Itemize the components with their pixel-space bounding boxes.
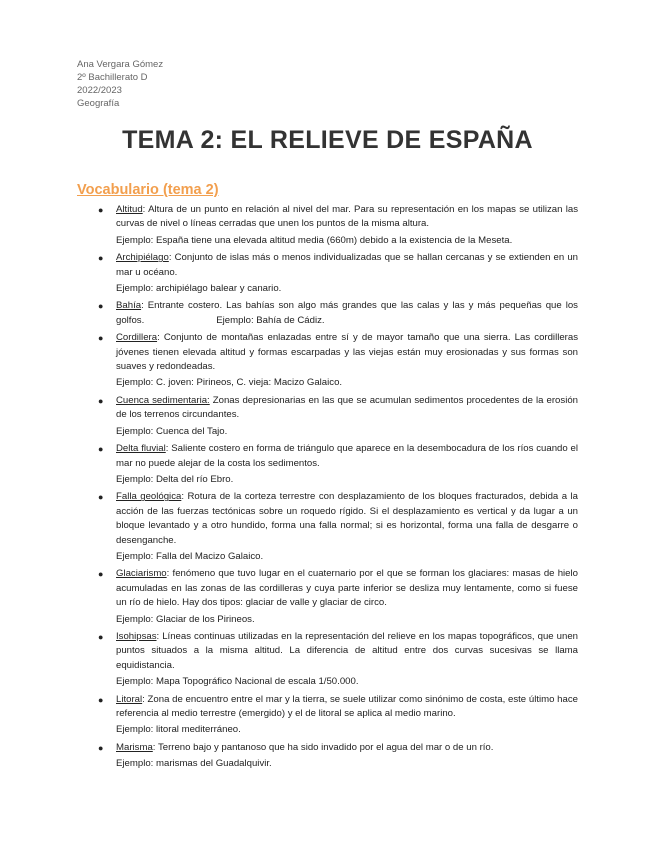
vocab-definition-text: Zonas depresionarias en las que se acumulan sedimentos procedentes de la erosión de los terrenos circundantes.	[116, 394, 578, 421]
vocab-example: Ejemplo: litoral mediterráneo.	[116, 724, 241, 736]
vocab-example: Ejemplo: Falla del Macizo Galaico.	[116, 550, 264, 562]
vocab-item	[96, 567, 578, 627]
vocab-separator: :	[152, 741, 158, 753]
vocab-definition-text: Zona de encuentro entre el mar y la tierra, se suele utilizar como sinónimo de costa, este último hace referencia al medio terrestre (emergido) y el de litoral se aplica al medio marino.	[116, 693, 578, 719]
school-year: 2022/2023	[77, 85, 122, 96]
vocab-term: Marisma	[116, 741, 153, 753]
vocab-example: Ejemplo: Cuenca del Tajo.	[116, 425, 228, 437]
vocab-term: Cuenca sedimentaria:	[116, 394, 210, 406]
vocab-separator: :	[157, 332, 164, 344]
header-meta	[77, 58, 163, 110]
vocab-example: Ejemplo: Glaciar de los Pirineos.	[116, 613, 255, 625]
bullet-icon: ●	[98, 333, 104, 344]
vocab-separator: :	[168, 252, 175, 264]
vocab-item	[96, 251, 578, 296]
vocab-separator: :	[166, 568, 173, 580]
vocab-item	[96, 490, 578, 564]
vocab-definition	[116, 299, 578, 328]
vocab-term: Bahía	[116, 300, 142, 312]
vocab-definition	[116, 567, 578, 610]
vocab-item	[96, 299, 578, 328]
vocab-term: Litoral	[116, 693, 143, 705]
vocab-example: Ejemplo: C. joven: Pirineos, C. vieja: Macizo Galaico.	[116, 377, 343, 389]
vocab-separator: :	[142, 204, 149, 215]
vocab-term: Delta fluvial	[116, 443, 166, 455]
bullet-icon: ●	[98, 205, 104, 215]
vocab-item	[96, 442, 578, 487]
vocab-term: Archipiélago	[116, 252, 169, 264]
vocab-definition-text: Conjunto de montañas enlazadas entre sí y de mayor tamaño que una sierra. Las cordilleras jóvenes tienen elevada altitud y formas escarpadas y las viejas están muy erosionadas y sus formas son suaves y redondeadas.	[116, 332, 578, 373]
vocab-definition-text: Líneas continuas utilizadas en la representación del relieve en los mapas topográficos, que unen puntos situados a la misma altitud. La diferencia de altitud entre dos curvas sucesivas se llama equidistancia.	[116, 630, 578, 671]
vocab-term: Glaciarismo	[116, 568, 167, 580]
bullet-icon: ●	[98, 742, 104, 753]
bullet-icon: ●	[98, 253, 104, 264]
vocab-definition-text: Altura de un punto en relación al nivel del mar. Para su representación en los mapas se utilizan las curvas de nivel o líneas cerradas que unen los puntos de la misma altura.	[116, 204, 578, 230]
subject-name: Geografía	[77, 98, 120, 109]
vocab-definition-text: Saliente costero en forma de triángulo que aparece en la desembocadura de los ríos cuando el mar no puede alejar de la costa los sedimentos.	[116, 443, 578, 469]
vocab-definition	[116, 490, 578, 548]
vocab-definition-text: Conjunto de islas más o menos individualizadas que se hallan cercanas y se extienden en un mar u océano.	[116, 252, 578, 278]
vocab-definition	[116, 442, 578, 471]
vocab-definition	[116, 630, 578, 673]
vocab-separator: :	[181, 491, 188, 503]
bullet-icon: ●	[98, 694, 104, 705]
bullet-icon: ●	[98, 492, 104, 503]
vocab-separator: :	[141, 300, 148, 312]
vocab-definition-text: Rotura de la corteza terrestre con desplazamiento de los bloques fracturados, debida a la acción de las fuerzas tectónicas sobre un roquedo rígido. Si el desplazamiento es vertical y da lugar a un bloque levantado y a otro hundido, forma una falla normal; si es horizontal, forma una falla de desgarre o desenganche.	[116, 491, 578, 546]
vocab-term: Altitud	[116, 204, 143, 215]
vocab-definition	[116, 331, 578, 374]
course-name: 2º Bachillerato D	[77, 72, 148, 83]
bullet-icon: ●	[98, 395, 104, 406]
vocab-example: Ejemplo: marismas del Guadalquivir.	[116, 758, 272, 770]
vocab-definition-text: Terreno bajo y pantanoso que ha sido invadido por el agua del mar o de un río.	[157, 741, 494, 753]
bullet-icon: ●	[98, 569, 104, 580]
vocab-item	[96, 203, 578, 248]
vocab-definition	[116, 394, 578, 423]
vocab-separator: :	[156, 630, 163, 642]
section-heading: Vocabulario (tema 2)	[77, 182, 219, 198]
vocab-definition-text: Entrante costero. Las bahías son algo más grandes que las calas y las y más pequeñas que los golfos.	[116, 300, 578, 326]
vocab-separator: :	[142, 693, 148, 705]
vocab-item	[96, 394, 578, 439]
vocab-example: Ejemplo: Bahía de Cádiz.	[216, 314, 325, 326]
vocab-example: Ejemplo: archipiélago balear y canario.	[116, 283, 282, 295]
vocab-example: Ejemplo: Mapa Topográfico Nacional de escala 1/50.000.	[116, 676, 359, 688]
vocab-term: Cordillera	[116, 332, 158, 344]
author-name: Ana Vergara Gómez	[77, 59, 164, 70]
vocabulary-list	[96, 203, 578, 775]
vocab-definition	[116, 251, 578, 280]
bullet-icon: ●	[98, 631, 104, 642]
vocab-definition	[116, 741, 578, 755]
vocab-item	[96, 331, 578, 391]
bullet-icon: ●	[98, 444, 104, 455]
vocab-item	[96, 630, 578, 690]
vocab-item	[96, 741, 578, 772]
bullet-icon: ●	[98, 301, 104, 312]
vocab-item	[96, 693, 578, 738]
vocab-example: Ejemplo: Delta del río Ebro.	[116, 473, 234, 485]
vocab-definition-text: fenómeno que tuvo lugar en el cuaternario por el que se forman los glaciares: masas de hielo acumuladas en las zonas de las cordilleras y cuya parte inferior se desliza muy lentamente, como si fuese un río de hielo. Hay dos tipos: glaciar de valle y glaciar de circo.	[116, 568, 578, 609]
vocab-term: Falla geológica	[116, 491, 182, 503]
page-title: TEMA 2: EL RELIEVE DE ESPAÑA	[122, 126, 533, 154]
vocab-definition	[116, 203, 578, 232]
vocab-separator: :	[165, 443, 172, 455]
vocab-term: Isohipsas	[116, 630, 157, 642]
vocab-example: Ejemplo: España tiene una elevada altitud media (660m) debido a la existencia de la Meseta.	[116, 234, 513, 246]
vocab-definition	[116, 693, 578, 722]
